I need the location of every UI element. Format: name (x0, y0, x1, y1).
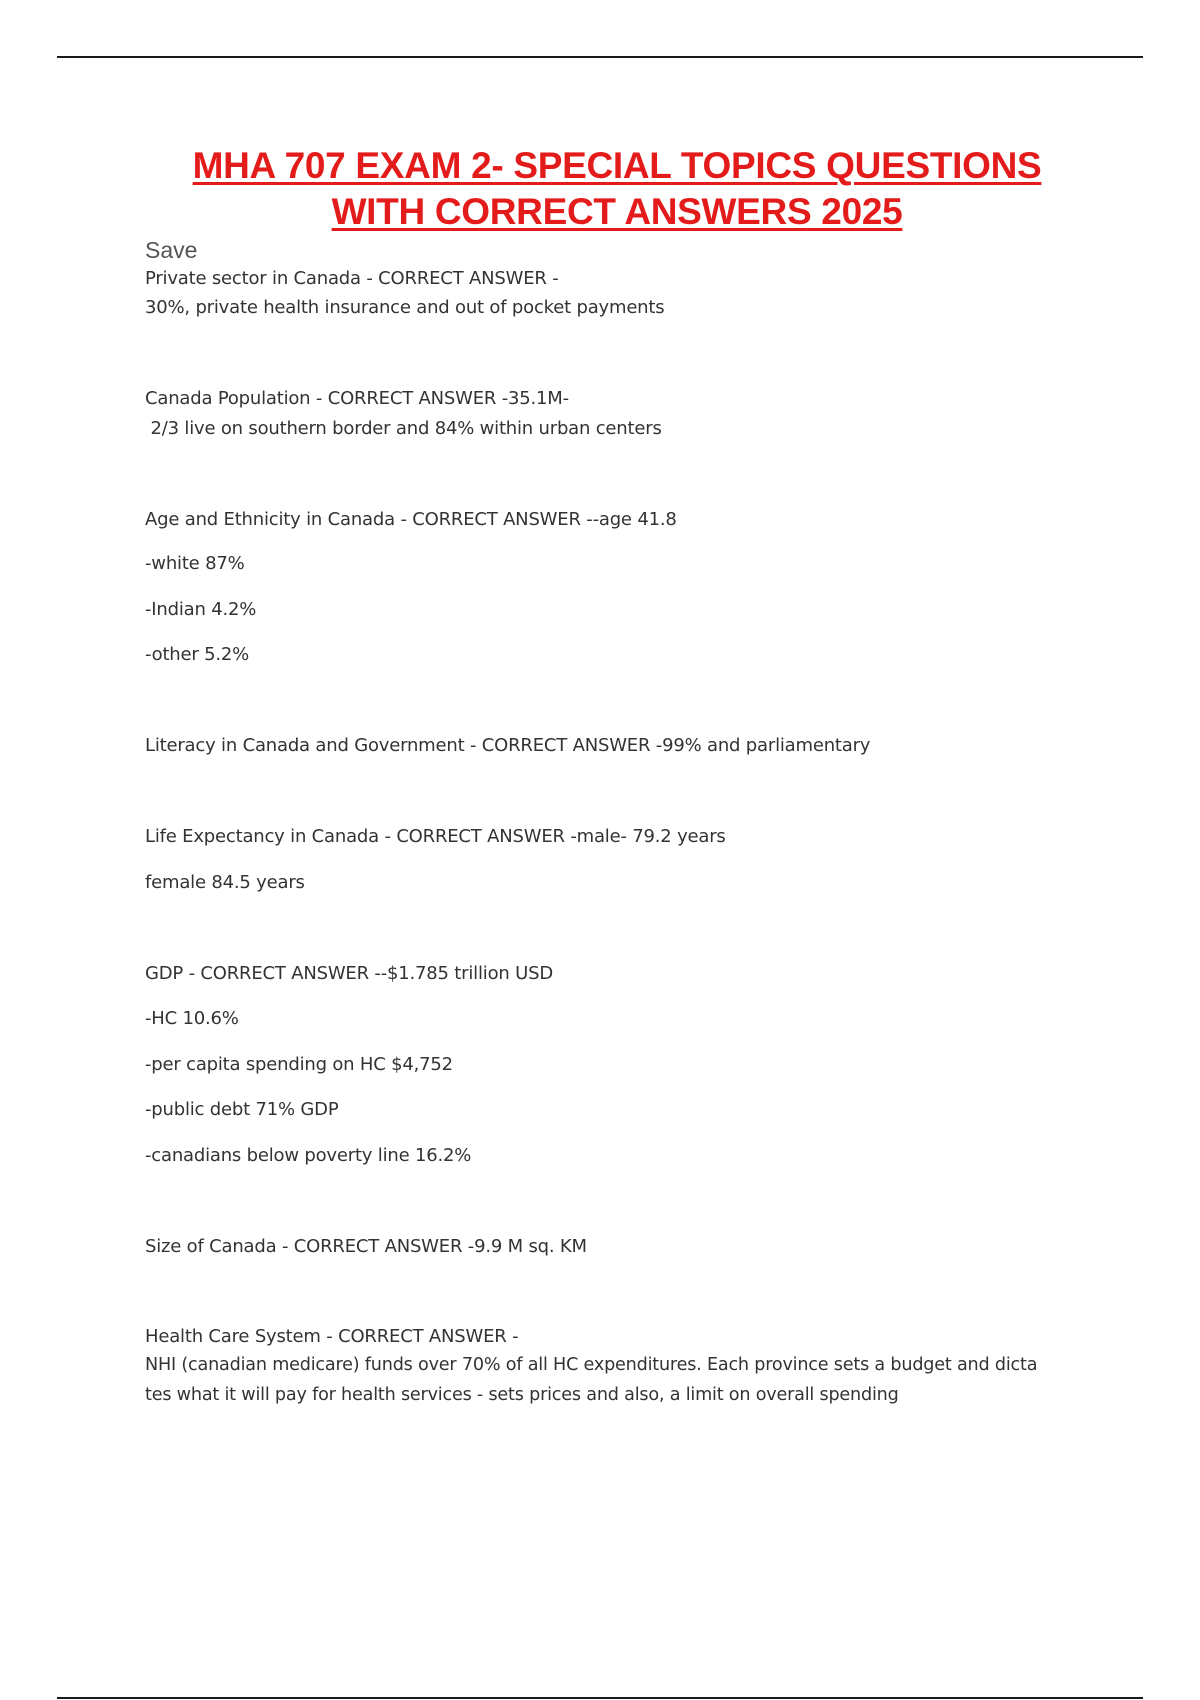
entry-answer-line: 30%, private health insurance and out of pocket payments (145, 297, 665, 318)
title-line-2: WITH CORRECT ANSWERS 2025 (331, 191, 903, 232)
entry-question-size: Size of Canada - CORRECT ANSWER -9.9 M sq. KM (145, 1236, 587, 1257)
entry-answer-line: NHI (canadian medicare) funds over 70% of all HC expenditures. Each province sets a budget and dicta (145, 1355, 1038, 1375)
entry-question-age-ethnicity: Age and Ethnicity in Canada - CORRECT ANSWER --age 41.8 (145, 509, 677, 530)
entry-answer-line: -white 87% (145, 553, 245, 574)
entry-answer-line: female 84.5 years (145, 872, 305, 893)
entry-question-health-care-system: Health Care System - CORRECT ANSWER - (145, 1326, 519, 1347)
entry-question-gdp: GDP - CORRECT ANSWER --$1.785 trillion USD (145, 963, 553, 984)
entry-question-literacy: Literacy in Canada and Government - CORRECT ANSWER -99% and parliamentary (145, 735, 871, 756)
entry-question-population: Canada Population - CORRECT ANSWER -35.1M- (145, 388, 569, 409)
entry-answer-line: -canadians below poverty line 16.2% (145, 1145, 472, 1166)
save-label[interactable]: Save (145, 237, 198, 263)
entry-answer-line: -per capita spending on HC $4,752 (145, 1054, 453, 1075)
entry-answer-line: -HC 10.6% (145, 1008, 239, 1029)
entry-question-life-expectancy: Life Expectancy in Canada - CORRECT ANSWER -male- 79.2 years (145, 826, 726, 847)
entry-answer-line: tes what it will pay for health services - sets prices and also, a limit on overall spending (145, 1385, 899, 1405)
document-title (0, 143, 1200, 235)
entry-answer-line: -public debt 71% GDP (145, 1099, 339, 1120)
top-divider (57, 56, 1143, 58)
title-line-1: MHA 707 EXAM 2- SPECIAL TOPICS QUESTIONS (192, 145, 1042, 186)
entry-answer-line: -other 5.2% (145, 644, 250, 665)
entry-answer-line: 2/3 live on southern border and 84% within urban centers (145, 418, 662, 439)
bottom-divider (57, 1697, 1143, 1699)
entry-question-private-sector: Private sector in Canada - CORRECT ANSWER - (145, 268, 559, 289)
entry-answer-line: -Indian 4.2% (145, 599, 257, 620)
